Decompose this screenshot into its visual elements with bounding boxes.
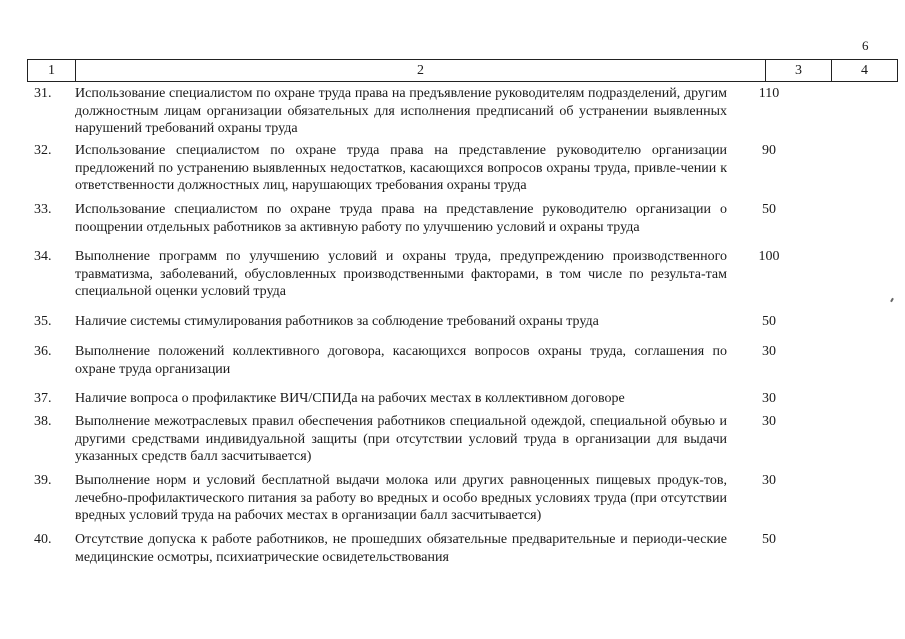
row-number: 31. — [34, 86, 52, 101]
row-text: Выполнение межотраслевых правил обеспечения работников специальной одеждой, специальной обувью и другими средствами индивидуальной защиты (при отсутствии условий труда в организации для выдачи указанных средств балл засчитывается) — [75, 414, 727, 464]
row-score: 50 — [762, 314, 776, 329]
header-row — [28, 60, 898, 82]
row-score: 100 — [758, 249, 780, 264]
row-score: 30 — [762, 344, 776, 359]
row-text: Выполнение программ по улучшению условий и охраны труда, предупреждению производственного травматизма, заболеваний, обусловленных производственными факторами, в том числе по результа-там специальной оценки условий труда — [75, 249, 727, 299]
row-score: 110 — [758, 86, 780, 101]
page-number: 6 — [862, 38, 869, 53]
row-score: 90 — [762, 143, 776, 158]
row-number: 38. — [34, 414, 52, 429]
header-col-2: 2 — [76, 60, 766, 82]
row-text: Использование специалистом по охране труда права на представление руководителю организации предложений по устранению выявленных недостатков, касающихся вопросов охраны труда, привле-чении к ответственности должностных лиц, нарушающих требования охраны труда — [75, 143, 727, 193]
row-text: Использование специалистом по охране труда права на предъявление руководителям подразделений, другим должностным лицам организации обязательных для исполнения предписаний об устранении выявленных нарушений требований охраны труда — [75, 86, 727, 136]
column-header-table — [27, 59, 898, 82]
row-score: 50 — [762, 532, 776, 547]
row-text: Выполнение норм и условий бесплатной выдачи молока или других равноценных пищевых продук-тов, лечебно-профилактического питания за работу во вредных и особо вредных условиях труда (при отсутствии вредных условий труда на рабочих местах в организации балл засчитывается) — [75, 473, 727, 523]
row-score: 30 — [762, 414, 776, 429]
row-number: 40. — [34, 532, 52, 547]
header-col-3: 3 — [766, 60, 832, 82]
header-col-4: 4 — [832, 60, 898, 82]
row-number: 39. — [34, 473, 52, 488]
row-text: Наличие системы стимулирования работников за соблюдение требований охраны труда — [75, 314, 599, 329]
row-number: 36. — [34, 344, 52, 359]
row-number: 35. — [34, 314, 52, 329]
row-score: 30 — [762, 473, 776, 488]
scan-speck — [890, 298, 894, 302]
row-text: Выполнение положений коллективного договора, касающихся вопросов охраны труда, соглашения по охране труда организации — [75, 344, 727, 377]
row-number: 34. — [34, 249, 52, 264]
row-score: 30 — [762, 391, 776, 406]
row-number: 33. — [34, 202, 52, 217]
row-text: Использование специалистом по охране труда права на представление руководителю организации о поощрении отдельных работников за активную работу по улучшению условий и охраны труда — [75, 202, 727, 235]
row-text: Наличие вопроса о профилактике ВИЧ/СПИДа на рабочих местах в коллективном договоре — [75, 391, 625, 406]
row-number: 32. — [34, 143, 52, 158]
row-score: 50 — [762, 202, 776, 217]
header-col-1: 1 — [28, 60, 76, 82]
row-text: Отсутствие допуска к работе работников, не прошедших обязательные предварительные и периоди-ческие медицинские осмотры, психиатрические освидетельствования — [75, 532, 727, 565]
row-number: 37. — [34, 391, 52, 406]
